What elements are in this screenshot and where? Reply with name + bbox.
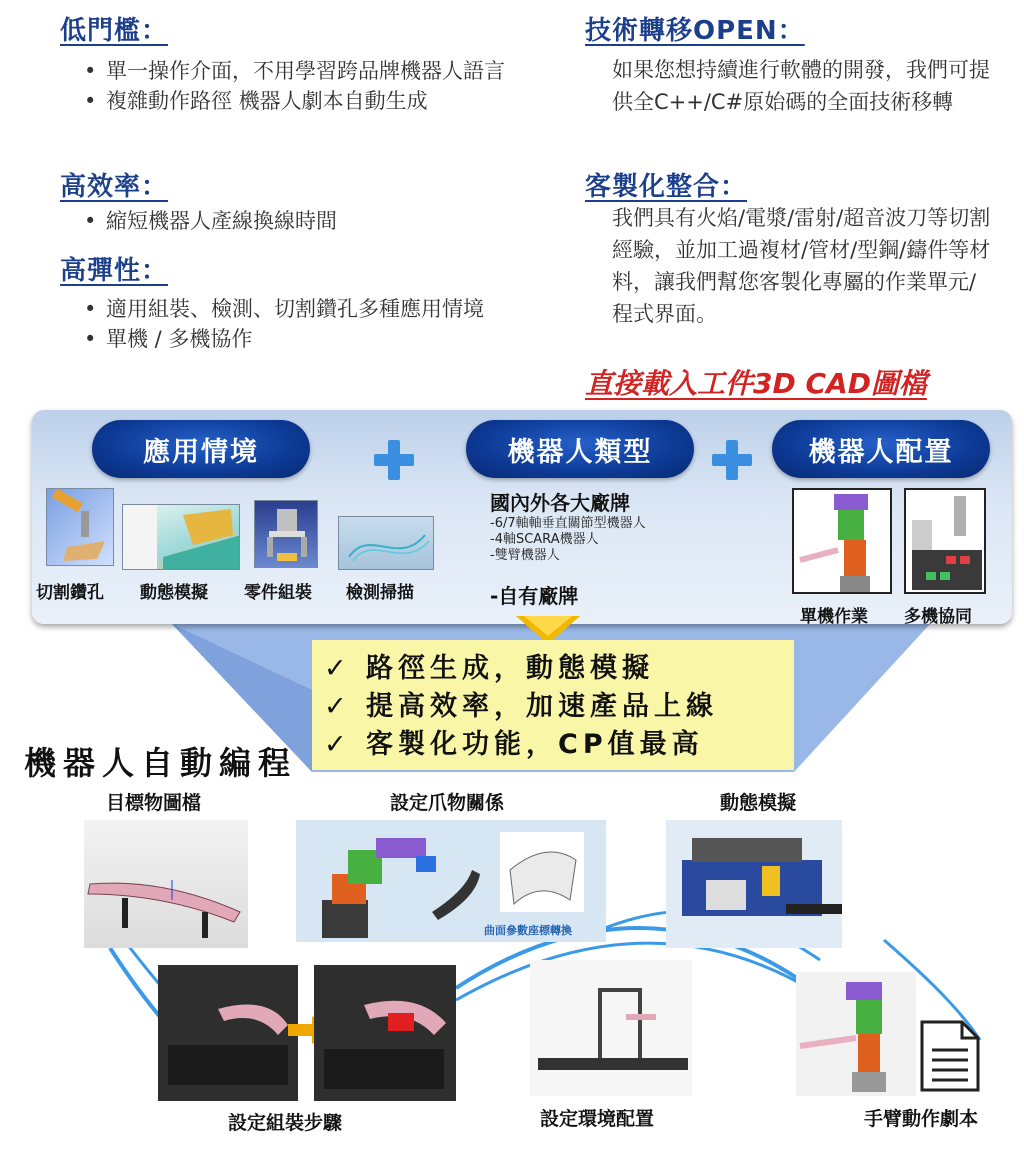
list-item: • 單機 / 多機協作 [80, 324, 570, 354]
list-item: • 適用組裝、檢測、切割鑽孔多種應用情境 [80, 294, 570, 324]
list-item: • 複雜動作路徑 機器人劇本自動生成 [80, 86, 560, 116]
list-item: -6/7軸軸垂直關節型機器人 [490, 516, 646, 531]
auto-programming-title: 機器人自動編程 [24, 744, 298, 782]
step-sim-label: 動態模擬 [720, 792, 797, 814]
heading-low-barrier: 低門檻： [60, 16, 169, 46]
step-assembly-label: 設定組裝步驟 [228, 1112, 343, 1134]
scenario-label: 動態模擬 [140, 583, 208, 603]
simulation-image [666, 820, 842, 948]
assembly-after-image [314, 965, 456, 1101]
heading-tech-transfer: 技術轉移OPEN： [585, 16, 805, 46]
document-icon [918, 1018, 982, 1094]
step-target-label: 目標物圖檔 [106, 792, 202, 814]
cad-import-link[interactable]: 直接載入工件3D CAD圖檔 [585, 367, 927, 400]
environment-image [530, 960, 692, 1096]
list-item: • 縮短機器人產線換線時間 [80, 206, 560, 236]
scenario-label: 檢測掃描 [346, 583, 414, 603]
pill-robot-config: 機器人配置 [772, 420, 990, 478]
list-item: • 單一操作介面，不用學習跨品牌機器人語言 [80, 56, 560, 86]
heading-customization: 客製化整合： [585, 172, 748, 202]
assembly-before-image [158, 965, 298, 1101]
scenario-label: 零件組裝 [244, 583, 312, 603]
step-script-label: 手臂動作劇本 [864, 1108, 979, 1130]
heading-high-efficiency: 高效率： [60, 172, 169, 202]
customization-text: 我們具有火焰/電漿/雷射/超音波刀等切割經驗，並加工過複材/管材/型鋼/鑄件等材料，讓我們幫您客製化專屬的作業單元/程式界面。 [612, 206, 991, 326]
step-env-label: 設定環境配置 [540, 1108, 655, 1130]
result-line: ✓ 路徑生成，動態模擬 [324, 653, 655, 684]
tech-transfer-text: 如果您想持續進行軟體的開發，我們可提供全C++/C#原始碼的全面技術移轉 [612, 58, 990, 114]
result-line: ✓ 客製化功能，CP值最高 [324, 729, 704, 760]
heading-high-flexibility: 高彈性： [60, 256, 169, 286]
surface-transform-label: 曲面參數座標轉換 [484, 924, 572, 937]
step-gripper-label: 設定爪物關係 [390, 792, 505, 814]
own-brand: -自有廠牌 [490, 584, 579, 608]
target-cad-image [84, 820, 248, 948]
list-item: -4軸SCARA機器人 [490, 532, 599, 547]
config-label: 單機作業 [800, 607, 868, 627]
list-item: -雙臂機器人 [490, 548, 560, 563]
brands-title: 國內外各大廠牌 [490, 491, 630, 515]
pill-robot-types: 機器人類型 [466, 420, 694, 478]
scenario-label: 切割鑽孔 [36, 583, 104, 603]
arm-script-image [796, 972, 916, 1096]
pill-scenarios: 應用情境 [92, 420, 310, 478]
result-line: ✓ 提高效率，加速產品上線 [324, 691, 719, 722]
config-label: 多機協同 [904, 607, 972, 627]
